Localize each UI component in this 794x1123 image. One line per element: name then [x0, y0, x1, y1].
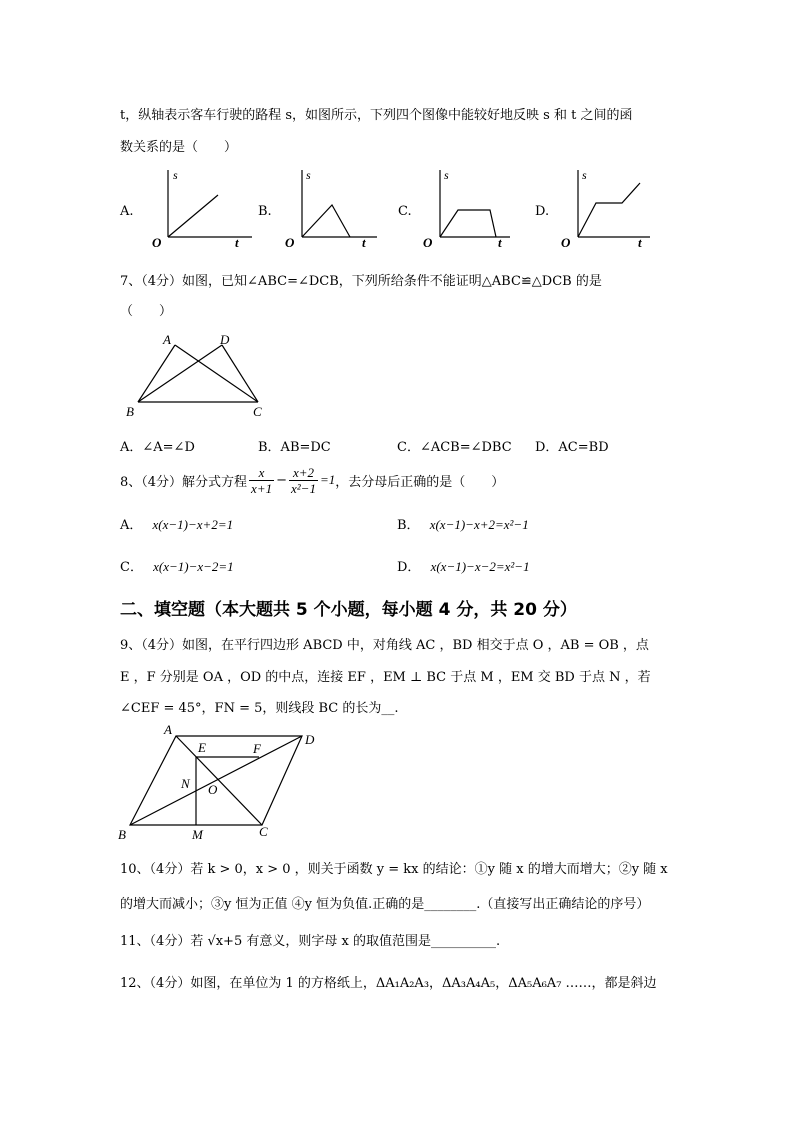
q7-line1: 7、（4分）如图，已知∠ABC=∠DCB，下列所给条件不能证明△ABC≌△DCB 的是: [120, 274, 602, 289]
q8-option-c: [120, 556, 234, 575]
q8-line1: [120, 462, 504, 498]
q6-graph-c: [420, 165, 520, 250]
q7-label-c: C: [253, 404, 262, 419]
q8-frac2-numerator: x+2: [289, 465, 318, 481]
q6-option-c-letter: C.: [398, 204, 412, 219]
q6-b-s-label: s: [306, 168, 311, 182]
q9-label-e: E: [198, 740, 206, 755]
q6-d-t-label: t: [638, 235, 642, 250]
q6-d-s-label: s: [582, 168, 587, 182]
q6-graph-d: [560, 165, 660, 250]
q8-equals: =1: [319, 472, 336, 487]
q8-suffix: ，去分母后正确的是（ ）: [335, 474, 505, 490]
q6-c-o-label: O: [423, 235, 433, 250]
q9-label-o: O: [208, 782, 218, 797]
q9-label-d: D: [305, 732, 315, 747]
q6-line2: 数关系的是（ ）: [120, 140, 238, 155]
q6-option-b-letter: B.: [258, 204, 272, 219]
q9-label-a: A: [164, 722, 172, 737]
q8-prefix: 8、（4分）解分式方程: [120, 474, 248, 490]
q11-line1: 11、（4分）若 √x+5 有意义，则字母 x 的取值范围是__________.: [120, 934, 501, 949]
q8-option-b-letter: B．: [397, 518, 420, 533]
q9-label-c: C: [259, 824, 268, 839]
q8-frac1-denominator: x+1: [251, 480, 273, 496]
q7-label-a: A: [163, 332, 171, 347]
q9-line1: 9、（4分）如图，在平行四边形 ABCD 中，对角线 AC ，BD 相交于点 O ，AB = OB ，点: [120, 638, 649, 653]
q6-c-s-label: s: [444, 168, 449, 182]
q8-option-d-expr: x(x−1)−x−2=x²−1: [430, 559, 530, 574]
q9-label-b: B: [118, 827, 126, 842]
q6-d-o-label: O: [561, 235, 571, 250]
q8-frac2-denominator: x²−1: [291, 480, 316, 496]
q7-option-b: B．AB=DC: [258, 440, 331, 455]
q8-minus: −: [276, 472, 287, 488]
q12-line1: 12、（4分）如图，在单位为 1 的方格纸上，ΔA₁A₂A₃，ΔA₃A₄A₅，ΔA₅A₆A₇ ……，都是斜边: [120, 976, 657, 991]
q7-label-b: B: [126, 404, 134, 419]
q6-a-s-label: s: [173, 168, 178, 182]
q6-a-o-label: O: [152, 235, 162, 250]
q10-line2: 的增大而减小；③y 恒为正值 ④y 恒为负值.正确的是________.（直接写出正确结论的序号）: [120, 897, 650, 912]
q9-label-n: N: [181, 776, 190, 791]
q10-line1: 10、（4分）若 k > 0，x > 0 ，则关于函数 y = kx 的结论：①y 随 x 的增大而增大；②y 随 x: [120, 862, 668, 877]
q8-option-c-letter: C．: [120, 560, 143, 575]
q6-option-a-letter: A.: [120, 204, 134, 219]
q9-line3: ∠CEF = 45°，FN = 5，则线段 BC 的长为__.: [120, 701, 399, 716]
section-title: 二、填空题（本大题共 5 个小题，每小题 4 分，共 20 分）: [120, 600, 577, 620]
q8-option-d-letter: D．: [397, 560, 421, 575]
q7-option-d: D．AC=BD: [535, 440, 609, 455]
q6-c-t-label: t: [498, 235, 502, 250]
q9-line2: E ，F 分别是 OA ，OD 的中点，连接 EF ，EM ⊥ BC 于点 M ，EM 交 BD 于点 N ，若: [120, 670, 651, 685]
q8-frac1-numerator: x: [249, 465, 274, 481]
q8-fraction-1: [249, 465, 274, 496]
q8-option-a-letter: A．: [120, 518, 143, 533]
q7-option-a: A．∠A=∠D: [120, 440, 195, 455]
q8-option-c-expr: x(x−1)−x−2=1: [153, 559, 234, 574]
q6-option-d-letter: D.: [535, 204, 550, 219]
q6-b-t-label: t: [362, 235, 366, 250]
q7-option-c: C．∠ACB=∠DBC: [397, 440, 512, 455]
q8-option-b-expr: x(x−1)−x+2=x²−1: [429, 517, 529, 532]
q6-line1: t，纵轴表示客车行驶的路程 s，如图所示，下列四个图像中能较好地反映 s 和 t 之间的函: [120, 108, 633, 123]
q9-label-f: F: [253, 741, 261, 756]
q7-line2: （ ）: [120, 304, 173, 319]
q9-figure: [112, 722, 327, 847]
q6-graph-b: [282, 165, 387, 250]
q6-a-t-label: t: [235, 235, 239, 250]
q8-option-a: [120, 514, 233, 533]
q8-fraction-2: [289, 465, 318, 496]
q6-graph-a: [140, 165, 260, 250]
q6-b-o-label: O: [285, 235, 295, 250]
q8-option-d: [397, 556, 530, 575]
q8-option-b: [397, 514, 529, 533]
q9-label-m: M: [192, 827, 203, 842]
q7-label-d: D: [220, 332, 230, 347]
q7-figure: [120, 328, 280, 423]
q8-option-a-expr: x(x−1)−x+2=1: [152, 517, 234, 532]
